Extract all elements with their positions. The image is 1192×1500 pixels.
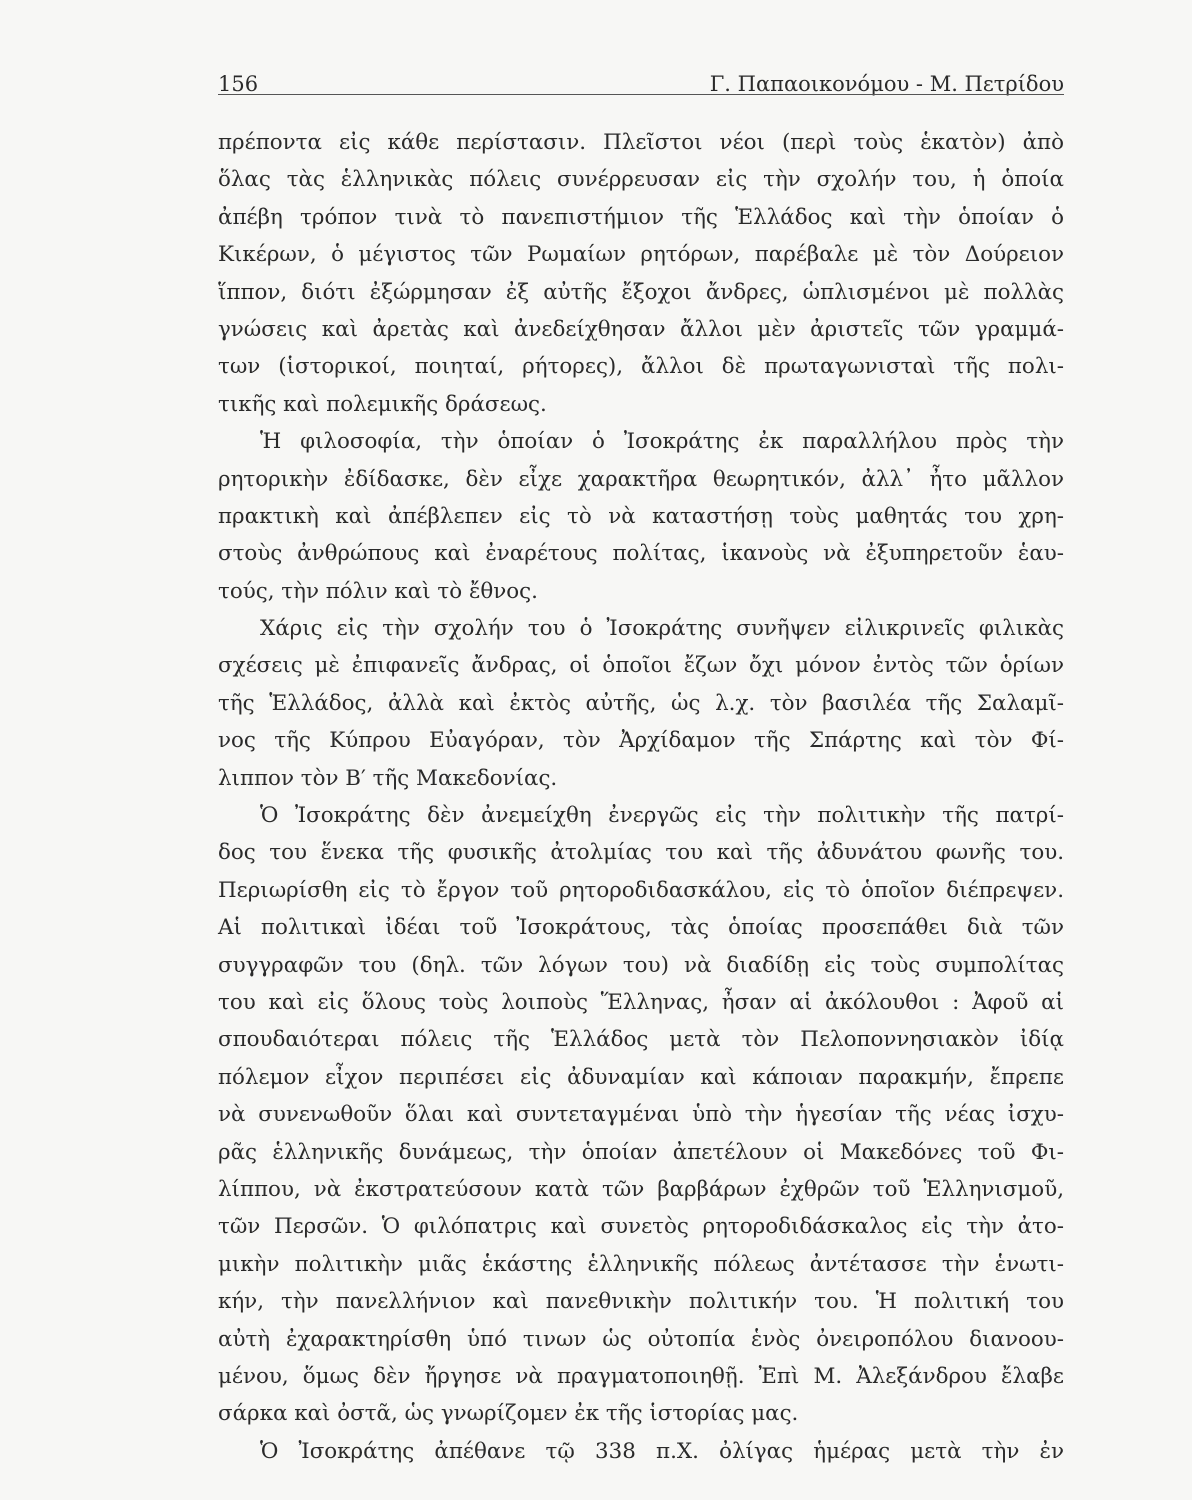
text-line: Περιωρίσθη εἰς τὸ ἔργον τοῦ ρητοροδιδασκάλου, εἰς τὸ ὁποῖον διέπρεψεν. xyxy=(218,877,1064,903)
text-line: του καὶ εἰς ὅλους τοὺς λοιποὺς Ἕλληνας, ἦσαν αἱ ἀκόλουθοι : Ἀφοῦ αἱ xyxy=(218,989,1064,1015)
text-line: στοὺς ἀνθρώπους καὶ ἐναρέτους πολίτας, ἱκανοὺς νὰ ἐξυπηρετοῦν ἑαυ- xyxy=(218,541,1064,567)
text-line: ρητορικὴν ἐδίδασκε, δὲν εἶχε χαρακτῆρα θεωρητικόν, ἀλλ᾽ ἦτο μᾶλλον xyxy=(218,466,1064,492)
text-line: γνώσεις καὶ ἀρετὰς καὶ ἀνεδείχθησαν ἄλλοι μὲν ἀριστεῖς τῶν γραμμά- xyxy=(218,316,1064,342)
running-title: Γ. Παπαοικονόμου - Μ. Πετρίδου xyxy=(709,72,1064,96)
text-line: ρᾶς ἑλληνικῆς δυνάμεως, τὴν ὁποίαν ἀπετέλουν οἱ Μακεδόνες τοῦ Φι- xyxy=(218,1139,1064,1165)
text-line: των (ἱστορικοί, ποιηταί, ρήτορες), ἄλλοι δὲ πρωταγωνισταὶ τῆς πολι- xyxy=(218,354,1064,380)
paragraph-start-line: Ἡ φιλοσοφία, τὴν ὁποίαν ὁ Ἰσοκράτης ἐκ παραλλήλου πρὸς τὴν xyxy=(260,429,1064,455)
running-head xyxy=(218,66,1064,102)
page-number: 156 xyxy=(218,72,259,96)
text-line: αὐτὴ ἐχαρακτηρίσθη ὑπό τινων ὡς οὐτοπία ἑνὸς ὀνειροπόλου διανοου- xyxy=(218,1326,1064,1352)
text-line: συγγραφῶν του (δηλ. τῶν λόγων του) νὰ διαδίδῃ εἰς τοὺς συμπολίτας xyxy=(218,952,1064,978)
text-line: σπουδαιότεραι πόλεις τῆς Ἑλλάδος μετὰ τὸν Πελοποννησιακὸν ἰδίᾳ xyxy=(218,1027,1064,1053)
header-rule xyxy=(218,94,1064,95)
text-line: τούς, τὴν πόλιν καὶ τὸ ἔθνος. xyxy=(218,578,538,604)
text-line: πρέποντα εἰς κάθε περίστασιν. Πλεῖστοι νέοι (περὶ τοὺς ἑκατὸν) ἀπὸ xyxy=(218,130,1064,155)
paragraph-start-line: Ὁ Ἰσοκράτης ἀπέθανε τῷ 338 π.Χ. ὀλίγας ἡμέρας μετὰ τὴν ἐν xyxy=(260,1438,1064,1464)
text-line: τικῆς καὶ πολεμικῆς δράσεως. xyxy=(218,391,547,417)
text-line: μένου, ὅμως δὲν ἤργησε νὰ πραγματοποιηθῇ. Ἐπὶ Μ. Ἀλεξάνδρου ἔλαβε xyxy=(218,1363,1064,1389)
text-line: ὅλας τὰς ἑλληνικὰς πόλεις συνέρρευσαν εἰς τὴν σχολήν του, ἡ ὁποία xyxy=(218,167,1064,193)
text-line: νος τῆς Κύπρου Εὐαγόραν, τὸν Ἀρχίδαμον τῆς Σπάρτης καὶ τὸν Φί- xyxy=(218,728,1064,754)
paragraph-start-line: Χάρις εἰς τὴν σχολήν του ὁ Ἰσοκράτης συνῆψεν εἰλικρινεῖς φιλικὰς xyxy=(260,616,1064,642)
text-line: μικὴν πολιτικὴν μιᾶς ἑκάστης ἑλληνικῆς πόλεως ἀντέτασσε τὴν ἑνωτι- xyxy=(218,1251,1064,1277)
text-line: νὰ συνενωθοῦν ὅλαι καὶ συντεταγμέναι ὑπὸ τὴν ἡγεσίαν τῆς νέας ἰσχυ- xyxy=(218,1102,1064,1128)
text-line: πόλεμον εἶχον περιπέσει εἰς ἀδυναμίαν καὶ κάποιαν παρακμήν, ἔπρεπε xyxy=(218,1064,1064,1090)
text-line: κήν, τὴν πανελλήνιον καὶ πανεθνικὴν πολιτικήν του. Ἡ πολιτική του xyxy=(218,1289,1064,1315)
text-line: ἀπέβη τρόπον τινὰ τὸ πανεπιστήμιον τῆς Ἑλλάδος καὶ τὴν ὁποίαν ὁ xyxy=(218,204,1064,230)
text-line: σχέσεις μὲ ἐπιφανεῖς ἄνδρας, οἱ ὁποῖοι ἔζων ὄχι μόνον ἐντὸς τῶν ὁρίων xyxy=(218,653,1064,679)
text-line: ἵππον, διότι ἐξώρμησαν ἐξ αὐτῆς ἔξοχοι ἄνδρες, ὡπλισμένοι μὲ πολλὰς xyxy=(218,279,1064,305)
text-line: λίππου, νὰ ἐκστρατεύσουν κατὰ τῶν βαρβάρων ἐχθρῶν τοῦ Ἑλληνισμοῦ, xyxy=(218,1176,1064,1202)
text-line: τῶν Περσῶν. Ὁ φιλόπατρις καὶ συνετὸς ρητοροδιδάσκαλος εἰς τὴν ἀτο- xyxy=(218,1214,1064,1240)
text-line: σάρκα καὶ ὀστᾶ, ὡς γνωρίζομεν ἐκ τῆς ἱστορίας μας. xyxy=(218,1401,799,1427)
text-line: λιππον τὸν Β′ τῆς Μακεδονίας. xyxy=(218,765,558,791)
text-line: δος του ἕνεκα τῆς φυσικῆς ἀτολμίας του καὶ τῆς ἀδυνάτου φωνῆς του. xyxy=(218,840,1064,866)
text-line: πρακτικὴ καὶ ἀπέβλεπεν εἰς τὸ νὰ καταστήσῃ τοὺς μαθητάς του χρη- xyxy=(218,503,1064,529)
paragraph-start-line: Ὁ Ἰσοκράτης δὲν ἀνεμείχθη ἐνεργῶς εἰς τὴν πολιτικὴν τῆς πατρί- xyxy=(260,803,1064,829)
body-text xyxy=(218,124,1064,1464)
text-line: τῆς Ἑλλάδος, ἀλλὰ καὶ ἐκτὸς αὐτῆς, ὡς λ.χ. τὸν βασιλέα τῆς Σαλαμῖ- xyxy=(218,690,1064,716)
text-line: Αἱ πολιτικαὶ ἰδέαι τοῦ Ἰσοκράτους, τὰς ὁποίας προσεπάθει διὰ τῶν xyxy=(218,915,1064,941)
text-line: Κικέρων, ὁ μέγιστος τῶν Ρωμαίων ρητόρων, παρέβαλε μὲ τὸν Δούρειον xyxy=(218,242,1064,268)
